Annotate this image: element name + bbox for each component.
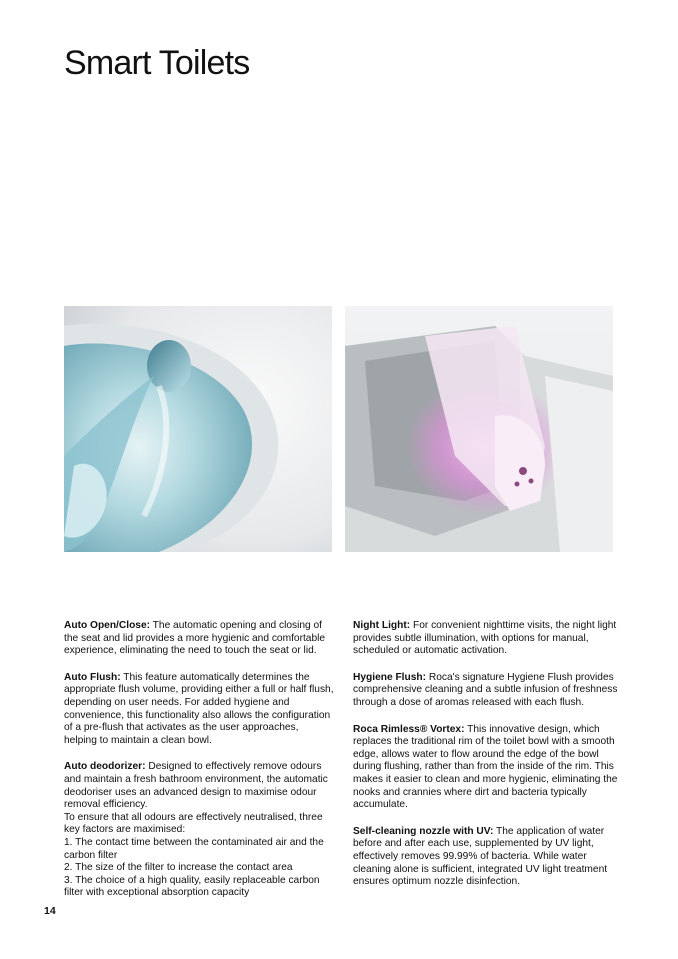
features-right-column: [353, 620, 625, 903]
feature-heading: Roca Rimless® Vortex:: [353, 723, 465, 735]
toilet-bowl-flush-photo: [64, 306, 332, 552]
feature-auto-deodorizer: [64, 761, 334, 900]
feature-hygiene-flush: [353, 672, 625, 710]
feature-self-cleaning-nozzle: [353, 826, 625, 889]
feature-heading: Auto Flush:: [64, 671, 121, 683]
feature-text: Designed to effectively remove odours and maintain a fresh bathroom environment, the automatic deodoriser uses an advanced design to maximise odour removal efficiency.: [64, 761, 328, 811]
deodorizer-factor-1: 1. The contact time between the contaminated air and the carbon filter: [64, 836, 324, 861]
feature-heading: Night Light:: [353, 620, 411, 631]
feature-text: The application of water before and after each use, supplemented by UV light, effectively removes 99.99% of bacteria. While water cleaning alone is sufficient, integrated UV light treatment ensures optimum nozzle disinfection.: [353, 825, 608, 888]
feature-text: This feature automatically determines the appropriate flush volume, providing either a full or half flush, depending on user needs. For added hygiene and convenience, this functionality also allows the configuration of a pre-flush that activates as the user approaches, helping to maintain a clean bowl.: [64, 671, 334, 746]
feature-night-light: [353, 620, 625, 658]
deodorizer-factor-2: 2. The size of the filter to increase the contact area: [64, 862, 293, 874]
feature-text: This innovative design, which replaces the traditional rim of the toilet bowl with a smooth edge, allows water to flow around the edge of the bowl during flushing, rather than from the inside of the rim. This makes it easier to clean and more hygienic, eliminating the nooks and crannies where dirt and bacteria typically accumulate.: [353, 723, 618, 811]
feature-heading: Hygiene Flush:: [353, 671, 427, 683]
feature-text: Roca's signature Hygiene Flush provides comprehensive cleaning and a subtle infusion of freshness through a dose of aromas released with each flush.: [353, 671, 618, 708]
uv-nozzle-photo: [345, 306, 613, 552]
feature-auto-flush: [64, 672, 334, 748]
feature-heading: Self-cleaning nozzle with UV:: [353, 825, 494, 837]
features-left-column: [64, 620, 334, 914]
feature-text: The automatic opening and closing of the seat and lid provides a more hygienic and comfortable experience, eliminating the need to touch the seat or lid.: [64, 620, 326, 657]
page-title: Smart Toilets: [64, 44, 250, 82]
feature-heading: Auto Open/Close:: [64, 620, 151, 631]
feature-heading: Auto deodorizer:: [64, 761, 146, 773]
page-number: 14: [44, 905, 56, 917]
feature-rimless-vortex: [353, 724, 625, 812]
feature-auto-open-close: [64, 620, 334, 658]
deodorizer-factor-3: 3. The choice of a high quality, easily replaceable carbon filter with exceptional absorption capacity: [64, 874, 320, 899]
deodorizer-intro: To ensure that all odours are effectively neutralised, three key factors are maximised:: [64, 811, 323, 836]
feature-text: For convenient nighttime visits, the night light provides subtle illumination, with options for manual, scheduled or automatic activation.: [353, 620, 617, 657]
